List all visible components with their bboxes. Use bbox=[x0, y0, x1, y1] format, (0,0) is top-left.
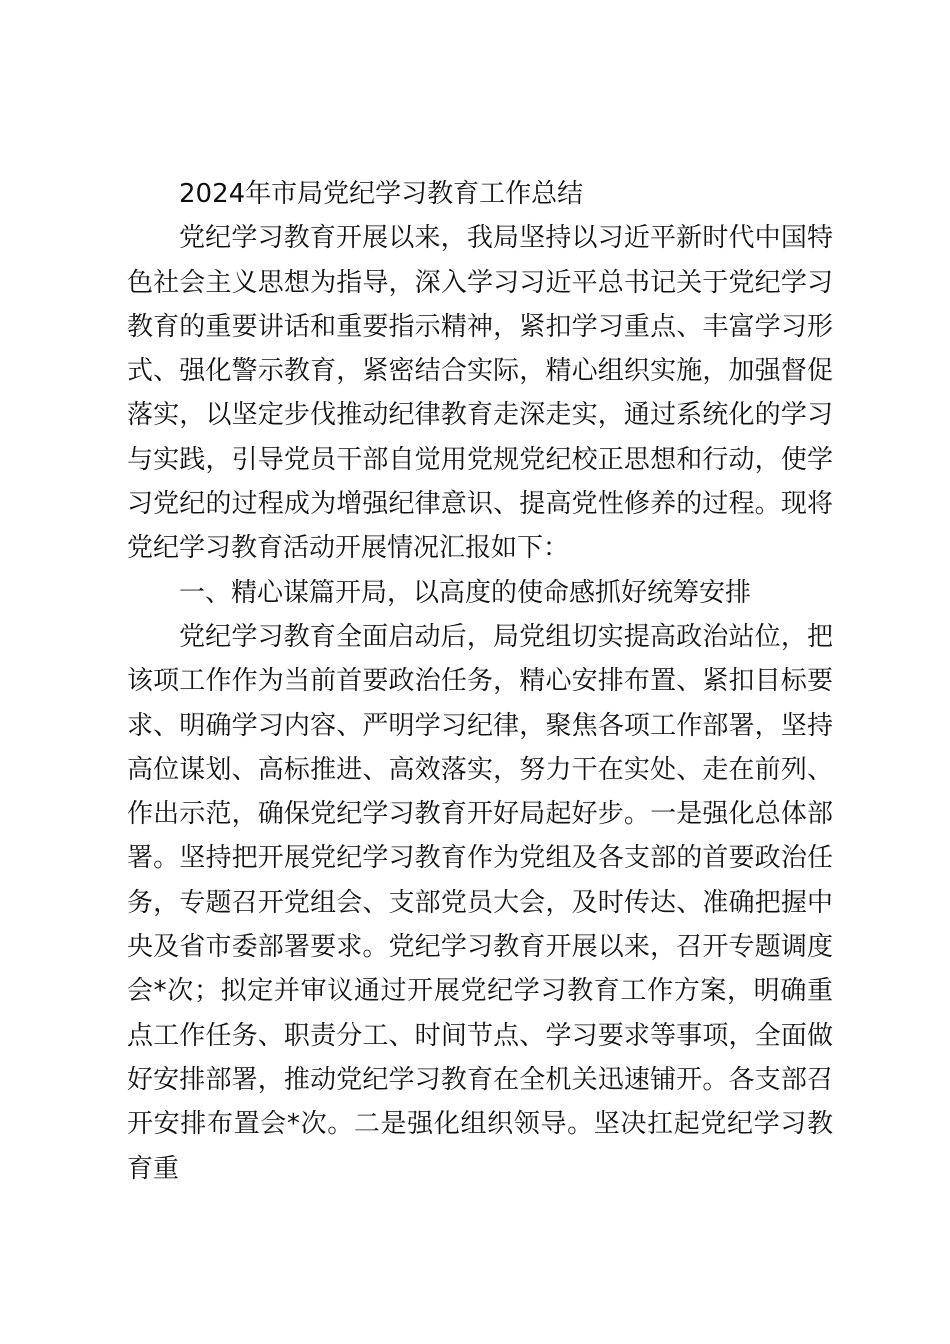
document-title: 2024年市局党纪学习教育工作总结 bbox=[179, 179, 584, 209]
document-body bbox=[127, 172, 833, 1191]
section-1-paragraph: 党纪学习教育全面启动后，局党组切实提高政治站位，把该项工作作为当前首要政治任务，精心安排布置、紧扣目标要求、明确学习内容、严明学习纪律，聚焦各项工作部署，坚持高位谋划、高标推进、高效落实，努力干在实处、走在前列、作出示范，确保党纪学习教育开好局起好步。一是强化总体部署。坚持把开展党纪学习教育作为党组及各支部的首要政治任务，专题召开党组会、支部党员大会，及时传达、准确把握中央及省市委部署要求。党纪学习教育开展以来，召开专题调度会*次；拟定并审议通过开展党纪学习教育工作方案，明确重点工作任务、职责分工、时间节点、学习要求等事项，全面做好安排部署，推动党纪学习教育在全机关迅速铺开。各支部召开安排布置会*次。二是强化组织领导。坚决扛起党纪学习教育重 bbox=[127, 621, 833, 1184]
intro-paragraph: 党纪学习教育开展以来，我局坚持以习近平新时代中国特色社会主义思想为指导，深入学习习近平总书记关于党纪学习教育的重要讲话和重要指示精神，紧扣学习重点、丰富学习形式、强化警示教育，紧密结合实际，精心组织实施，加强督促落实，以坚定步伐推动纪律教育走深走实，通过系统化的学习与实践，引导党员干部自觉用党规党纪校正思想和行动，使学习党纪的过程成为增强纪律意识、提高党性修养的过程。现将党纪学习教育活动开展情况汇报如下： bbox=[127, 223, 833, 564]
section-heading-1: 一、精心谋篇开局，以高度的使命感抓好统筹安排 bbox=[179, 577, 752, 608]
